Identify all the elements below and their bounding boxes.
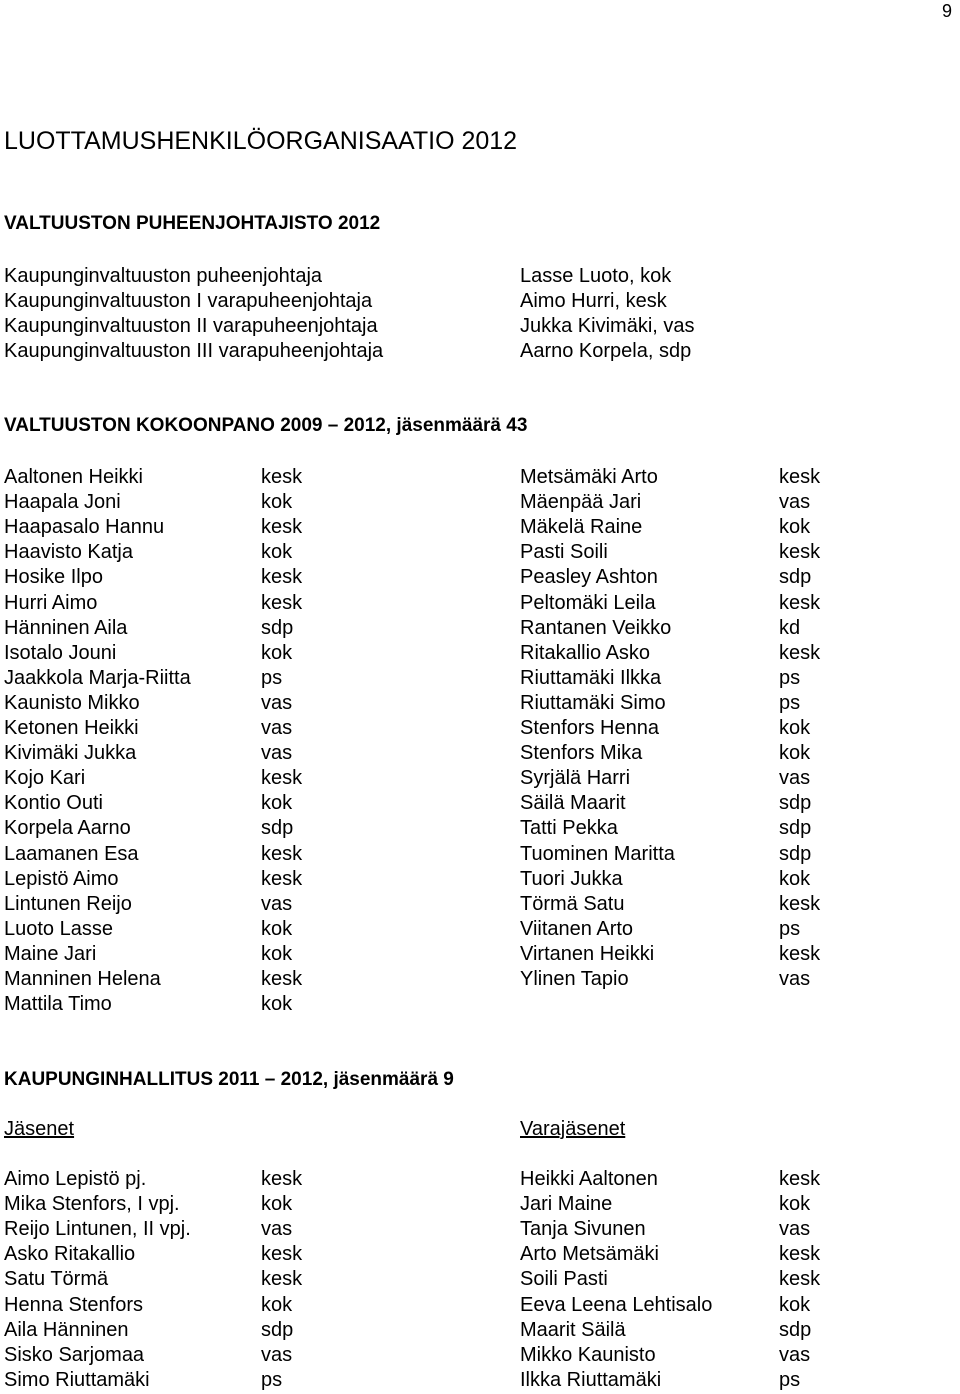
council-member-party: sdp [779,817,812,840]
board-deputy-name: Soili Pasti [520,1268,608,1291]
council-row [0,791,960,816]
council-member-party: ps [779,917,801,940]
council-row [0,867,960,892]
presidium-person: Aarno Korpela, sdp [520,340,692,362]
board-member-party: kok [261,1293,293,1316]
council-row [0,515,960,540]
board-member-name: Mika Stenfors, I vpj. [4,1193,180,1216]
board-member-name: Sisko Sarjomaa [4,1343,145,1366]
council-member-party: kok [261,993,293,1016]
council-member-name: Manninen Helena [4,968,161,990]
council-member-party: kok [261,641,293,664]
board-member-name: Aimo Lepistö pj. [4,1168,147,1190]
council-member-party: kesk [261,466,303,488]
council-member-name: Maine Jari [4,942,97,965]
board-deputy-party: kesk [779,1168,821,1190]
presidium-role: Kaupunginvaltuuston III varapuheenjohtaja [4,340,384,362]
council-member-name: Kojo Kari [4,767,86,790]
council-member-party: kesk [779,541,821,564]
council-member-party: sdp [779,842,812,865]
council-member-name: Törmä Satu [520,892,625,915]
council-member-party: kesk [261,566,303,589]
board-deputy-name: Arto Metsämäki [520,1243,659,1266]
council-member-party: kok [261,491,293,514]
board-member-party: kesk [261,1268,303,1291]
council-member-party: kesk [261,867,303,890]
council-member-name: Tuori Jukka [520,867,623,890]
council-member-party: sdp [261,817,294,840]
board-row [0,1267,960,1292]
board-deputy-name: Mikko Kaunisto [520,1343,656,1366]
board-member-name: Henna Stenfors [4,1293,143,1316]
council-member-name: Isotalo Jouni [4,641,117,664]
board-member-name: Aila Hänninen [4,1318,129,1341]
council-row [0,616,960,641]
board-row [0,1343,960,1368]
board-deputy-name: Tanja Sivunen [520,1218,646,1241]
council-row [0,816,960,841]
board-row [0,1192,960,1217]
council-member-party: kok [261,942,293,965]
council-member-name: Haavisto Katja [4,541,133,564]
board-deputy-name: Heikki Aaltonen [520,1168,658,1190]
council-member-name: Lintunen Reijo [4,892,132,915]
council-member-party: ps [779,691,801,714]
council-member-name: Ritakallio Asko [520,641,651,664]
board-row [0,1293,960,1318]
council-member-name: Haapasalo Hannu [4,516,165,539]
presidium-role: Kaupunginvaltuuston II varapuheenjohtaja [4,315,378,337]
council-member-party: vas [779,491,811,514]
council-row [0,641,960,666]
presidium-row [0,289,960,314]
board-deputies-label: Varajäsenet [520,1118,626,1140]
council-member-name: Rantanen Veikko [520,616,672,639]
council-member-name: Peltomäki Leila [520,591,656,614]
council-member-party: kok [779,867,811,890]
council-member-party: vas [261,691,293,714]
board-member-party: ps [261,1368,283,1391]
council-member-name: Riuttamäki Ilkka [520,666,662,689]
council-member-party: kok [261,792,293,815]
council-row [0,892,960,917]
board-deputy-party: kesk [779,1243,821,1266]
council-member-party: kesk [779,641,821,664]
board-member-party: kesk [261,1243,303,1266]
council-member-name: Syrjälä Harri [520,767,631,790]
council-member-name: Stenfors Mika [520,742,643,765]
council-member-party: kesk [779,591,821,614]
board-deputy-party: sdp [779,1318,812,1341]
board-member-name: Satu Törmä [4,1268,109,1291]
presidium-person: Aimo Hurri, kesk [520,290,667,312]
council-member-party: sdp [779,566,812,589]
council-member-name: Tuominen Maritta [520,842,675,865]
council-member-party: ps [261,666,283,689]
board-row [0,1167,960,1192]
council-member-party: vas [779,968,811,990]
council-row [0,465,960,490]
council-member-name: Mäenpää Jari [520,491,642,514]
presidium-heading: VALTUUSTON PUHEENJOHTAJISTO 2012 [4,213,381,234]
council-member-party: kok [779,742,811,765]
page-number: 9 [941,1,952,21]
presidium-row [0,264,960,289]
council-member-party: kesk [261,968,303,990]
council-member-name: Ketonen Heikki [4,717,139,739]
council-member-party: vas [779,767,811,790]
board-member-name: Reijo Lintunen, II vpj. [4,1218,191,1241]
council-member-name: Haapala Joni [4,491,121,514]
presidium-role: Kaupunginvaltuuston puheenjohtaja [4,265,323,287]
council-member-name: Mäkelä Raine [520,516,643,539]
council-member-name: Hosike Ilpo [4,566,103,589]
council-member-party: kesk [779,466,821,488]
council-member-party: kesk [261,767,303,790]
board-deputy-party: kok [779,1193,811,1216]
board-row [0,1368,960,1393]
presidium-person: Jukka Kivimäki, vas [520,315,695,337]
council-member-party: kesk [779,892,821,915]
council-member-name: Virtanen Heikki [520,942,655,965]
council-row [0,591,960,616]
council-member-party: sdp [261,616,294,639]
board-heading: KAUPUNGINHALLITUS 2011 – 2012, jäsenmäärä 9 [4,1069,454,1090]
board-member-party: vas [261,1343,293,1366]
board-member-party: vas [261,1218,293,1241]
council-member-party: sdp [779,792,812,815]
board-row [0,1318,960,1343]
board-deputy-party: kok [779,1293,811,1316]
council-row [0,490,960,515]
council-member-name: Lepistö Aimo [4,867,119,890]
board-members-label: Jäsenet [4,1118,75,1140]
council-member-name: Luoto Lasse [4,917,113,940]
council-member-name: Pasti Soili [520,541,608,564]
council-row [0,540,960,565]
board-member-party: kok [261,1193,293,1216]
board-member-party: sdp [261,1318,294,1341]
council-heading: VALTUUSTON KOKOONPANO 2009 – 2012, jäsenmäärä 43 [4,415,528,436]
council-member-party: vas [261,717,293,739]
council-row [0,691,960,716]
board-member-party: kesk [261,1168,303,1190]
council-member-name: Korpela Aarno [4,817,131,840]
council-row [0,565,960,590]
board-member-name: Simo Riuttamäki [4,1368,150,1391]
council-member-name: Ylinen Tapio [520,968,629,990]
council-member-party: kesk [261,516,303,539]
council-member-party: kok [261,917,293,940]
council-row [0,766,960,791]
presidium-row [0,339,960,364]
board-deputy-party: vas [779,1343,811,1366]
board-row [0,1217,960,1242]
council-member-name: Tatti Pekka [520,817,618,840]
council-member-party: kesk [779,942,821,965]
council-member-name: Peasley Ashton [520,566,658,589]
council-member-party: vas [261,892,293,915]
page-title: LUOTTAMUSHENKILÖORGANISAATIO 2012 [4,127,518,155]
council-member-name: Metsämäki Arto [520,466,658,488]
council-row [0,842,960,867]
board-member-name: Asko Ritakallio [4,1243,136,1266]
council-member-name: Kontio Outi [4,792,103,815]
council-member-name: Kivimäki Jukka [4,742,137,765]
council-row [0,992,960,1017]
presidium-row [0,314,960,339]
council-row [0,666,960,691]
council-member-party: kok [779,717,811,739]
council-row [0,741,960,766]
board-column-headers [0,1117,960,1142]
council-member-name: Hänninen Aila [4,616,128,639]
board-deputy-name: Eeva Leena Lehtisalo [520,1293,713,1316]
board-row [0,1242,960,1267]
council-member-name: Laamanen Esa [4,842,139,865]
council-member-name: Mattila Timo [4,993,112,1016]
presidium-person: Lasse Luoto, kok [520,265,672,287]
council-member-party: kok [779,516,811,539]
council-row [0,967,960,992]
board-deputy-party: vas [779,1218,811,1241]
board-deputy-name: Maarit Säilä [520,1318,626,1341]
council-member-name: Riuttamäki Simo [520,691,666,714]
board-deputy-party: ps [779,1368,801,1391]
council-member-name: Aaltonen Heikki [4,466,143,488]
council-member-name: Jaakkola Marja-Riitta [4,666,191,689]
council-member-party: kd [779,616,801,639]
board-deputy-name: Ilkka Riuttamäki [520,1368,662,1391]
board-deputy-name: Jari Maine [520,1193,613,1216]
council-member-name: Viitanen Arto [520,917,634,940]
council-member-party: kesk [261,591,303,614]
council-member-name: Stenfors Henna [520,717,659,739]
council-member-name: Kaunisto Mikko [4,691,140,714]
council-row [0,917,960,942]
council-row [0,942,960,967]
council-member-party: kok [261,541,293,564]
council-member-party: kesk [261,842,303,865]
council-member-party: vas [261,742,293,765]
council-member-name: Hurri Aimo [4,591,98,614]
council-row [0,716,960,741]
board-deputy-party: kesk [779,1268,821,1291]
presidium-role: Kaupunginvaltuuston I varapuheenjohtaja [4,290,373,312]
council-member-party: ps [779,666,801,689]
council-member-name: Säilä Maarit [520,792,626,815]
